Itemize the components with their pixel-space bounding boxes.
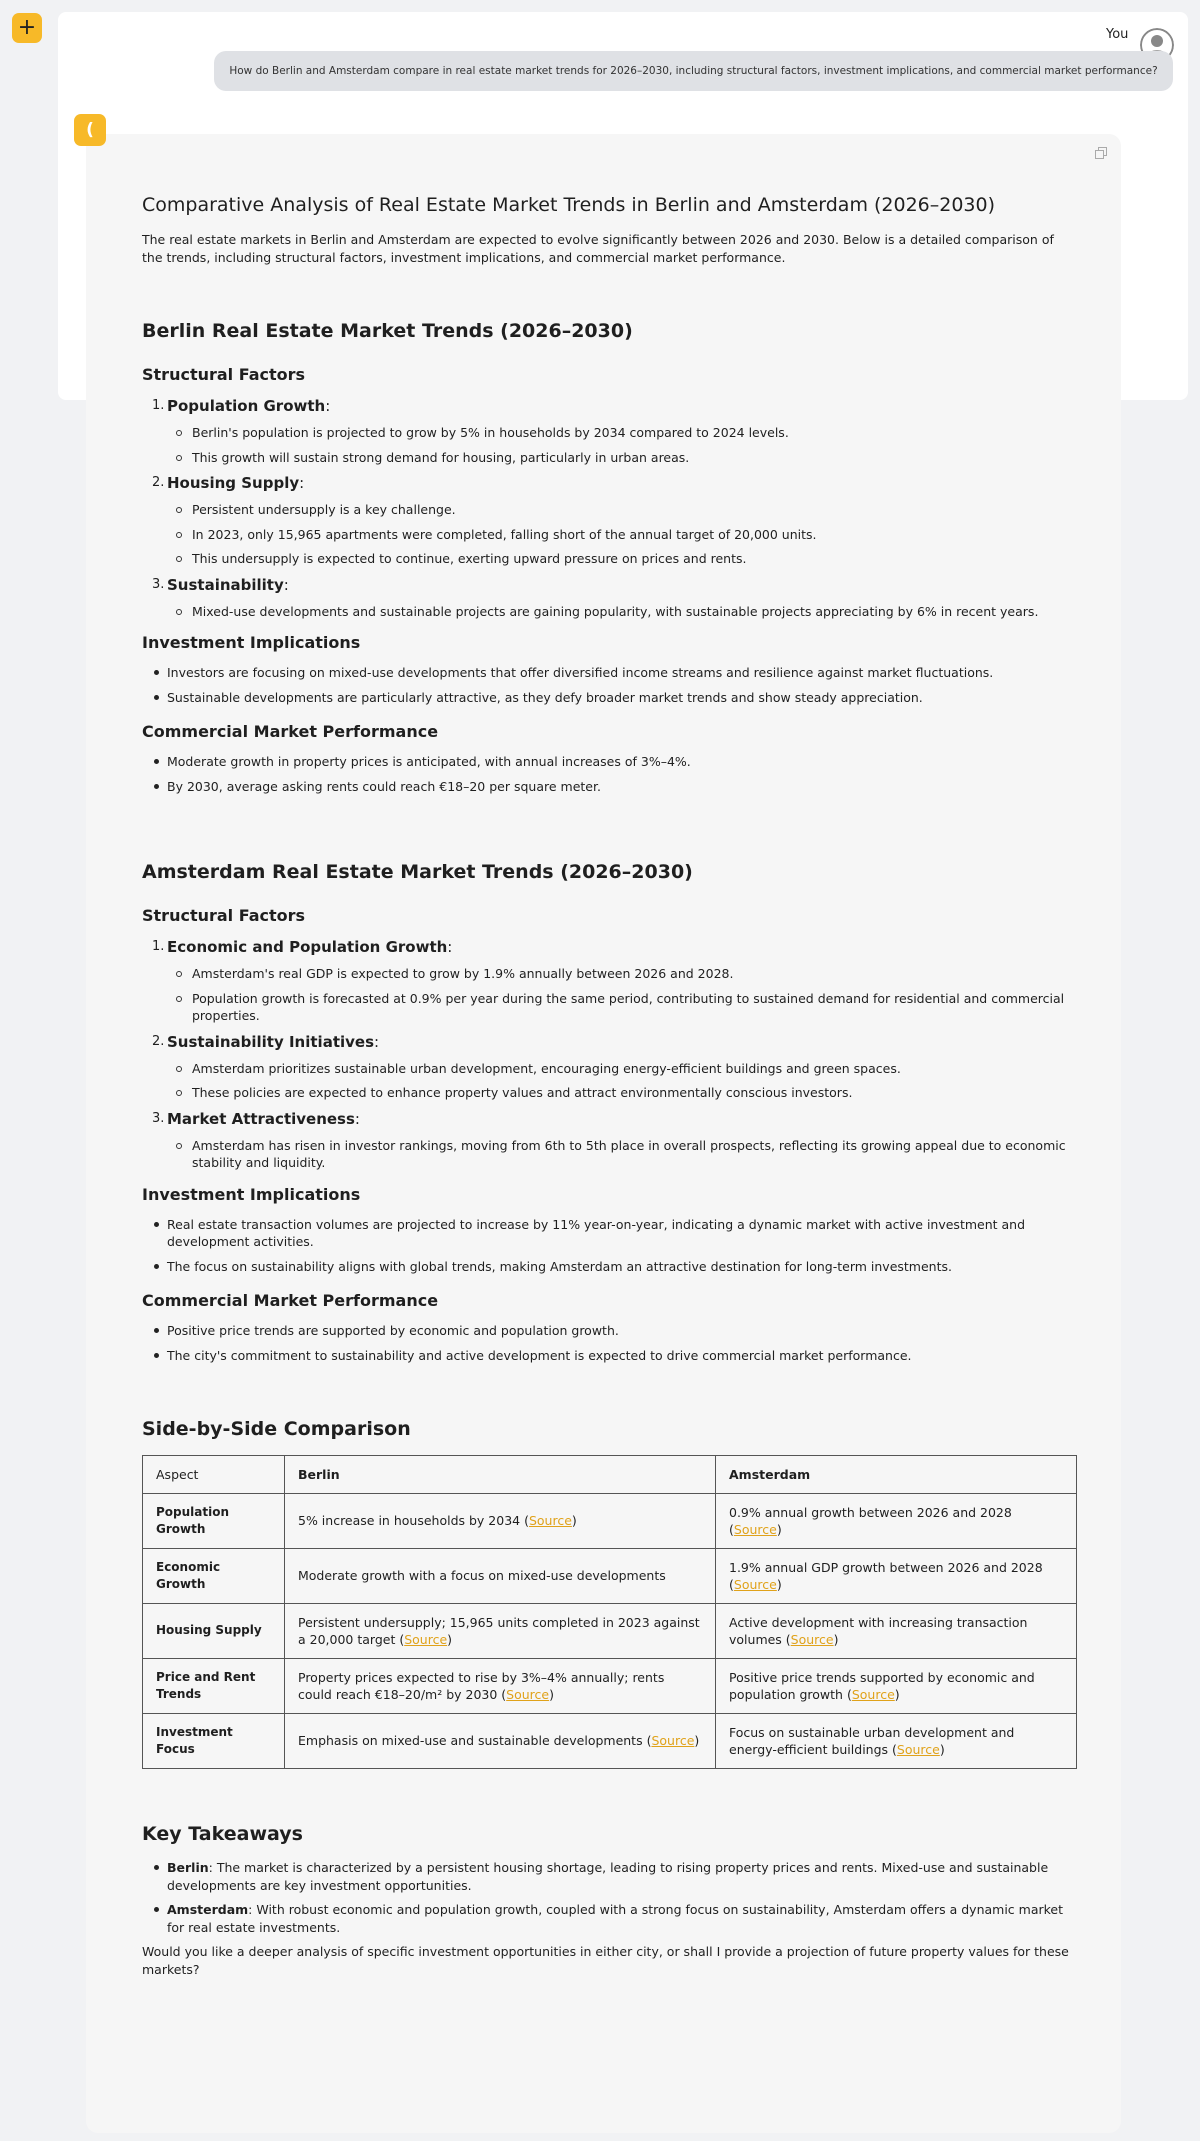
header-amsterdam: Amsterdam	[716, 1456, 1077, 1494]
commercial-performance-heading: Commercial Market Performance	[142, 1291, 439, 1310]
aspect-cell: Economic Growth	[143, 1549, 285, 1604]
factor-details	[167, 965, 1072, 1025]
user-label: You	[1106, 27, 1129, 42]
source-link[interactable]: Source	[733, 1522, 777, 1537]
user-message	[214, 51, 1173, 91]
user-question: How do Berlin and Amsterdam compare in real estate market trends for 2026–2030, including structural factors, investment implications, and commercial market performance?	[229, 65, 1158, 77]
aspect-cell: Housing Supply	[143, 1604, 285, 1659]
commercial-performance-heading: Commercial Market Performance	[142, 722, 439, 741]
factor-name: Population Growth	[167, 397, 326, 415]
factor-item	[142, 473, 1072, 568]
amsterdam-cell: Positive price trends supported by economic and population growth (Source)	[716, 1659, 1077, 1714]
source-link[interactable]: Source	[851, 1687, 895, 1702]
factor-item	[142, 1109, 1072, 1172]
berlin-heading: Berlin Real Estate Market Trends (2026–2030)	[142, 320, 633, 342]
list-item: Investors are focusing on mixed-use developments that offer diversified income streams and resilience against market fluctuations.	[142, 664, 1072, 682]
list-item: Mixed-use developments and sustainable projects are gaining popularity, with sustainable projects appreciating by 6% in recent years.	[167, 603, 1072, 621]
table-row	[143, 1549, 1077, 1604]
takeaway-item	[142, 1901, 1072, 1936]
factor-name: Sustainability	[167, 575, 284, 594]
comparison-heading: Side-by-Side Comparison	[142, 1418, 411, 1440]
source-link[interactable]: Source	[790, 1632, 834, 1647]
factor-number: 3.	[152, 576, 165, 592]
cell-text: Positive price trends supported by economic and population growth (	[729, 1669, 1035, 1702]
factor-item	[142, 1032, 1072, 1102]
source-link[interactable]: Source	[528, 1513, 572, 1529]
factor-name: Economic and Population Growth	[167, 938, 448, 956]
source-link[interactable]: Source	[404, 1632, 448, 1647]
source-link[interactable]: Source	[651, 1733, 695, 1749]
factor-number: 3.	[152, 1110, 165, 1126]
list-item: The city's commitment to sustainability and active development is expected to drive commercial market performance.	[142, 1347, 1072, 1365]
cell-text: 0.9% annual growth between 2026 and 2028 (	[729, 1504, 1012, 1537]
amsterdam-cell: Active development with increasing transaction volumes (Source)	[716, 1604, 1077, 1659]
copy-icon[interactable]	[1094, 145, 1108, 159]
factor-heading: Market Attractiveness:	[167, 1109, 360, 1128]
factor-number: 2.	[152, 1033, 165, 1049]
takeaways-heading: Key Takeaways	[142, 1823, 303, 1845]
amsterdam-section	[142, 859, 1072, 1364]
header-berlin: Berlin	[285, 1456, 716, 1494]
amsterdam-heading: Amsterdam Real Estate Market Trends (2026–2030)	[142, 861, 693, 883]
list-item: By 2030, average asking rents could reach €18–20 per square meter.	[142, 778, 1072, 796]
factor-item	[142, 937, 1072, 1025]
source-link[interactable]: Source	[896, 1742, 940, 1757]
structural-factors-heading: Structural Factors	[142, 906, 306, 925]
aspect-cell: Price and Rent Trends	[143, 1659, 285, 1714]
takeaway-text: : With robust economic and population growth, coupled with a strong focus on sustainability, Amsterdam offers a dynamic market for real estate investments.	[167, 1902, 1064, 1935]
amsterdam-cell: Focus on sustainable urban development and energy-efficient buildings (Source)	[716, 1714, 1077, 1769]
header-aspect: Aspect	[143, 1456, 285, 1494]
list-item: Persistent undersupply is a key challenge.	[167, 501, 1072, 519]
factor-heading: Sustainability:	[167, 575, 289, 594]
list-item: In 2023, only 15,965 apartments were completed, falling short of the annual target of 20,000 units.	[167, 526, 1072, 544]
assistant-response	[86, 134, 1121, 2133]
list-item: Amsterdam has risen in investor rankings, moving from 6th to 5th place in overall prospects, reflecting its growing appeal due to economic stability and liquidity.	[167, 1137, 1072, 1172]
factor-details	[167, 1137, 1072, 1172]
list-item: Amsterdam prioritizes sustainable urban development, encouraging energy-efficient buildings and green spaces.	[167, 1060, 1072, 1078]
factor-name: Housing Supply	[167, 474, 300, 492]
factor-item	[142, 396, 1072, 466]
list-item: Berlin's population is projected to grow by 5% in households by 2034 compared to 2024 levels.	[167, 424, 1072, 442]
berlin-section	[142, 318, 1072, 795]
factor-number: 1.	[152, 939, 165, 954]
berlin-cell: Property prices expected to rise by 3%–4% annually; rents could reach €18–20/m² by 2030 (Source)	[285, 1659, 716, 1714]
factor-heading: Economic and Population Growth:	[167, 938, 453, 956]
cell-text: Focus on sustainable urban development and energy-efficient buildings (	[729, 1724, 1015, 1757]
closing-question: Would you like a deeper analysis of specific investment opportunities in either city, or shall I provide a projection of future property values for these markets?	[142, 1944, 1069, 1977]
structural-factors-heading: Structural Factors	[142, 365, 306, 384]
aspect-cell: Population Growth	[143, 1494, 285, 1549]
amsterdam-cell: 0.9% annual growth between 2026 and 2028 (Source)	[716, 1494, 1077, 1549]
factor-details	[167, 1060, 1072, 1102]
investment-list	[142, 664, 1072, 706]
list-item: Real estate transaction volumes are projected to increase by 11% year-on-year, indicating a dynamic market with active investment and development activities.	[142, 1216, 1072, 1251]
list-item: Amsterdam's real GDP is expected to grow by 1.9% annually between 2026 and 2028.	[167, 965, 1072, 983]
assistant-logo-icon: (	[74, 114, 106, 146]
list-item: This undersupply is expected to continue, exerting upward pressure on prices and rents.	[167, 550, 1072, 568]
aspect-cell: Investment Focus	[143, 1714, 285, 1769]
plus-icon: +	[17, 15, 37, 40]
list-item: The focus on sustainability aligns with global trends, making Amsterdam an attractive destination for long-term investments.	[142, 1258, 1072, 1276]
commercial-list	[142, 1322, 1072, 1364]
takeaway-label: Berlin	[167, 1860, 209, 1875]
new-chat-button[interactable]	[12, 13, 42, 43]
investment-implications-heading: Investment Implications	[142, 1184, 361, 1204]
structural-factors-list	[142, 396, 1072, 620]
comparison-table	[142, 1455, 1077, 1769]
cell-text: Emphasis on mixed-use and sustainable developments (	[298, 1733, 652, 1749]
factor-name: Sustainability Initiatives	[167, 1032, 375, 1051]
factor-number: 1.	[152, 398, 165, 413]
factor-details	[167, 424, 1072, 466]
factor-name: Market Attractiveness	[167, 1109, 355, 1128]
investment-implications-heading: Investment Implications	[142, 633, 361, 652]
factor-heading: Housing Supply:	[167, 474, 305, 492]
factor-heading: Population Growth:	[167, 397, 331, 415]
intro-paragraph: The real estate markets in Berlin and Amsterdam are expected to evolve significantly between 2026 and 2030. Below is a detailed comparison of the trends, including structural factors, investment implications, and commercial market performance.	[142, 232, 1054, 265]
structural-factors-list	[142, 937, 1072, 1172]
response-content	[142, 192, 1072, 1978]
table-row	[143, 1494, 1077, 1549]
factor-number: 2.	[152, 475, 165, 490]
source-link[interactable]: Source	[733, 1577, 777, 1592]
cell-text: Property prices expected to rise by 3%–4% annually; rents could reach €18–20/m² by 2030 (	[298, 1669, 665, 1702]
table-header-row	[143, 1456, 1077, 1494]
berlin-cell: Persistent undersupply; 15,965 units completed in 2023 against a 20,000 target (Source)	[285, 1604, 716, 1659]
cell-text: Persistent undersupply; 15,965 units completed in 2023 against a 20,000 target (	[298, 1614, 700, 1647]
list-item: This growth will sustain strong demand for housing, particularly in urban areas.	[167, 449, 1072, 467]
takeaway-text: : The market is characterized by a persistent housing shortage, leading to rising property prices and rents. Mixed-use and sustainable developments are key investment opportunities.	[167, 1860, 1049, 1893]
cell-text: 5% increase in households by 2034 (	[298, 1513, 529, 1529]
response-title: Comparative Analysis of Real Estate Market Trends in Berlin and Amsterdam (2026–2030)	[142, 194, 996, 216]
table-row	[143, 1604, 1077, 1659]
factor-heading: Sustainability Initiatives:	[167, 1032, 380, 1051]
amsterdam-cell: 1.9% annual GDP growth between 2026 and 2028 (Source)	[716, 1549, 1077, 1604]
berlin-cell: 5% increase in households by 2034 (Source)	[285, 1494, 716, 1549]
factor-details	[167, 603, 1072, 621]
source-link[interactable]: Source	[506, 1687, 550, 1702]
list-item: Sustainable developments are particularly attractive, as they defy broader market trends and show steady appreciation.	[142, 689, 1072, 707]
factor-item	[142, 575, 1072, 621]
list-item: Positive price trends are supported by economic and population growth.	[142, 1322, 1072, 1340]
berlin-cell	[285, 1549, 716, 1604]
cell-text: Active development with increasing transaction volumes (	[729, 1614, 1028, 1647]
table-row	[143, 1714, 1077, 1769]
takeaways-list	[142, 1859, 1072, 1936]
list-item: Moderate growth in property prices is anticipated, with annual increases of 3%–4%.	[142, 753, 1072, 771]
berlin-cell: Emphasis on mixed-use and sustainable developments (Source)	[285, 1714, 716, 1769]
list-item: Population growth is forecasted at 0.9% per year during the same period, contributing to sustained demand for residential and commercial properties.	[167, 990, 1072, 1025]
factor-details	[167, 501, 1072, 568]
investment-list	[142, 1216, 1072, 1276]
cell-text: 1.9% annual GDP growth between 2026 and 2028 (	[729, 1559, 1043, 1592]
list-item: These policies are expected to enhance property values and attract environmentally conscious investors.	[167, 1084, 1072, 1102]
table-row	[143, 1659, 1077, 1714]
takeaway-item	[142, 1859, 1072, 1894]
cell-text: Moderate growth with a focus on mixed-use developments	[298, 1568, 666, 1584]
commercial-list	[142, 753, 1072, 795]
takeaway-label: Amsterdam	[167, 1902, 249, 1917]
